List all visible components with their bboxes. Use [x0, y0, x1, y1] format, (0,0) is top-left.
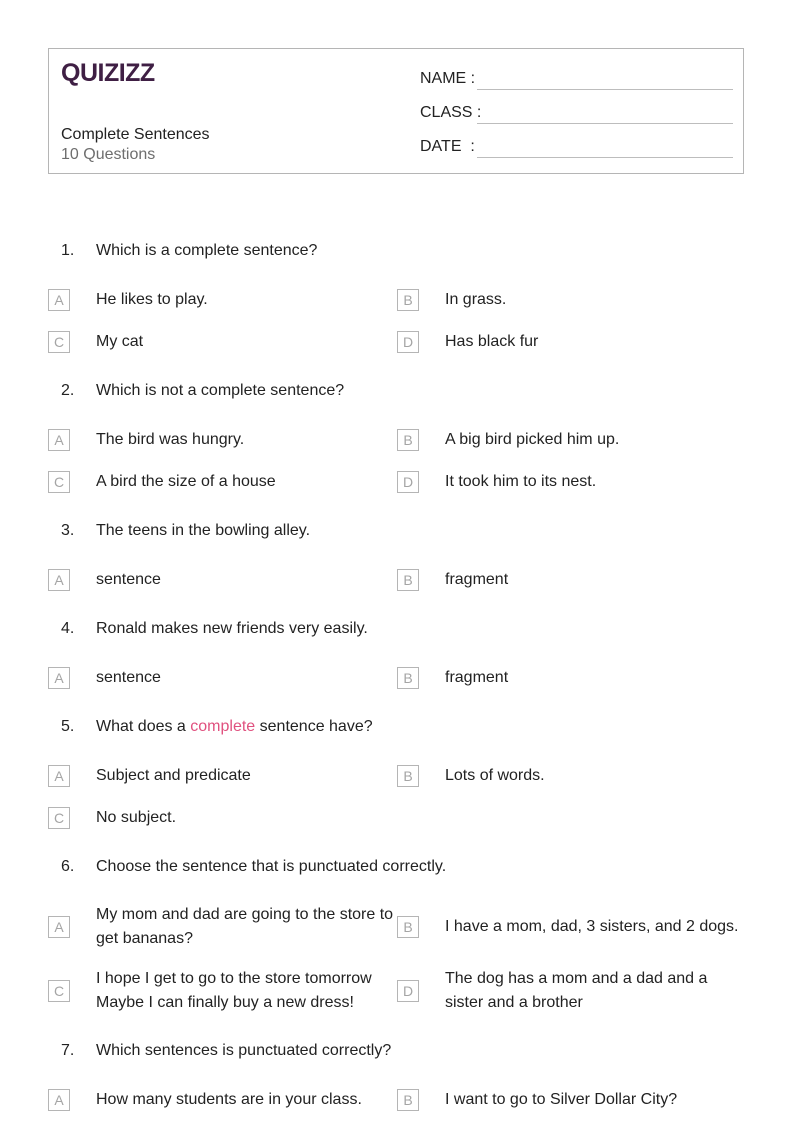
- question-number: 2.: [61, 382, 75, 399]
- question-number: 3.: [61, 522, 75, 539]
- question-text: Which sentences is punctuated correctly?: [96, 1042, 392, 1059]
- question-text: Which is a complete sentence?: [96, 242, 318, 259]
- question-text: Which is not a complete sentence?: [96, 382, 345, 399]
- option-text: My mom and dad are going to the store to get bananas?: [96, 906, 394, 947]
- question-count: 10 Questions: [61, 146, 156, 163]
- question-text: Ronald makes new friends very easily.: [96, 620, 368, 637]
- option-text: In grass.: [445, 291, 507, 308]
- option-letter-box[interactable]: D: [397, 331, 419, 353]
- option-letter-box[interactable]: C: [48, 980, 70, 1002]
- option-text: A big bird picked him up.: [445, 431, 620, 448]
- option-letter-box[interactable]: D: [397, 471, 419, 493]
- question-text: Choose the sentence that is punctuated correctly.: [96, 858, 447, 875]
- option-text: sentence: [96, 669, 161, 686]
- option-text: The dog has a mom and a dad and a sister and a brother: [445, 970, 708, 1011]
- question-number: 6.: [61, 858, 75, 875]
- option-text: I have a mom, dad, 3 sisters, and 2 dogs.: [445, 918, 739, 935]
- worksheet-title: Complete Sentences: [61, 126, 210, 143]
- option-letter-box[interactable]: C: [48, 471, 70, 493]
- question-text-start: What does a: [96, 718, 191, 735]
- option-letter-box[interactable]: A: [48, 289, 70, 311]
- date-field[interactable]: [420, 134, 733, 158]
- option-letter-box[interactable]: B: [397, 289, 419, 311]
- question-text-end: sentence have?: [255, 718, 373, 735]
- class-line[interactable]: [477, 123, 733, 124]
- question-number: 4.: [61, 620, 75, 637]
- option-text: My cat: [96, 333, 144, 350]
- option-text: A bird the size of a house: [96, 473, 276, 490]
- name-field[interactable]: [420, 66, 733, 90]
- name-line[interactable]: [477, 89, 733, 90]
- worksheet-header: [48, 48, 744, 174]
- quizizz-logo: QUIZIZZ: [61, 59, 155, 87]
- option-text: Lots of words.: [445, 767, 545, 784]
- option-letter-box[interactable]: B: [397, 765, 419, 787]
- option-text: Subject and predicate: [96, 767, 251, 784]
- option-letter-box[interactable]: C: [48, 807, 70, 829]
- option-text: No subject.: [96, 809, 177, 826]
- option-text: I hope I get to go to the store tomorrow Maybe I can finally buy a new dress!: [96, 970, 372, 1011]
- option-letter-box[interactable]: B: [397, 429, 419, 451]
- option-text: fragment: [445, 571, 509, 588]
- question-text: The teens in the bowling alley.: [96, 522, 311, 539]
- option-letter-box[interactable]: C: [48, 331, 70, 353]
- question-number: 7.: [61, 1042, 75, 1059]
- option-text: fragment: [445, 669, 509, 686]
- date-label: DATE :: [420, 138, 475, 155]
- class-label: CLASS :: [420, 104, 482, 121]
- option-letter-box[interactable]: B: [397, 1089, 419, 1111]
- option-letter-box[interactable]: A: [48, 1089, 70, 1111]
- question-text: [96, 718, 373, 736]
- option-text: I want to go to Silver Dollar City?: [445, 1091, 678, 1108]
- option-text: sentence: [96, 571, 161, 588]
- option-letter-box[interactable]: B: [397, 667, 419, 689]
- option-letter-box[interactable]: A: [48, 667, 70, 689]
- highlighted-word: complete: [190, 718, 256, 735]
- option-letter-box[interactable]: D: [397, 980, 419, 1002]
- class-field[interactable]: [420, 100, 733, 124]
- option-text: The bird was hungry.: [96, 431, 245, 448]
- question-number: 1.: [61, 242, 75, 259]
- option-text: It took him to its nest.: [445, 473, 597, 490]
- option-text: Has black fur: [445, 333, 539, 350]
- option-text: How many students are in your class.: [96, 1091, 362, 1108]
- option-letter-box[interactable]: A: [48, 916, 70, 938]
- option-letter-box[interactable]: A: [48, 429, 70, 451]
- question-number: 5.: [61, 718, 75, 735]
- option-text: He likes to play.: [96, 291, 208, 308]
- option-letter-box[interactable]: B: [397, 916, 419, 938]
- option-letter-box[interactable]: A: [48, 569, 70, 591]
- date-line[interactable]: [477, 157, 733, 158]
- option-letter-box[interactable]: A: [48, 765, 70, 787]
- option-letter-box[interactable]: B: [397, 569, 419, 591]
- name-label: NAME :: [420, 70, 476, 87]
